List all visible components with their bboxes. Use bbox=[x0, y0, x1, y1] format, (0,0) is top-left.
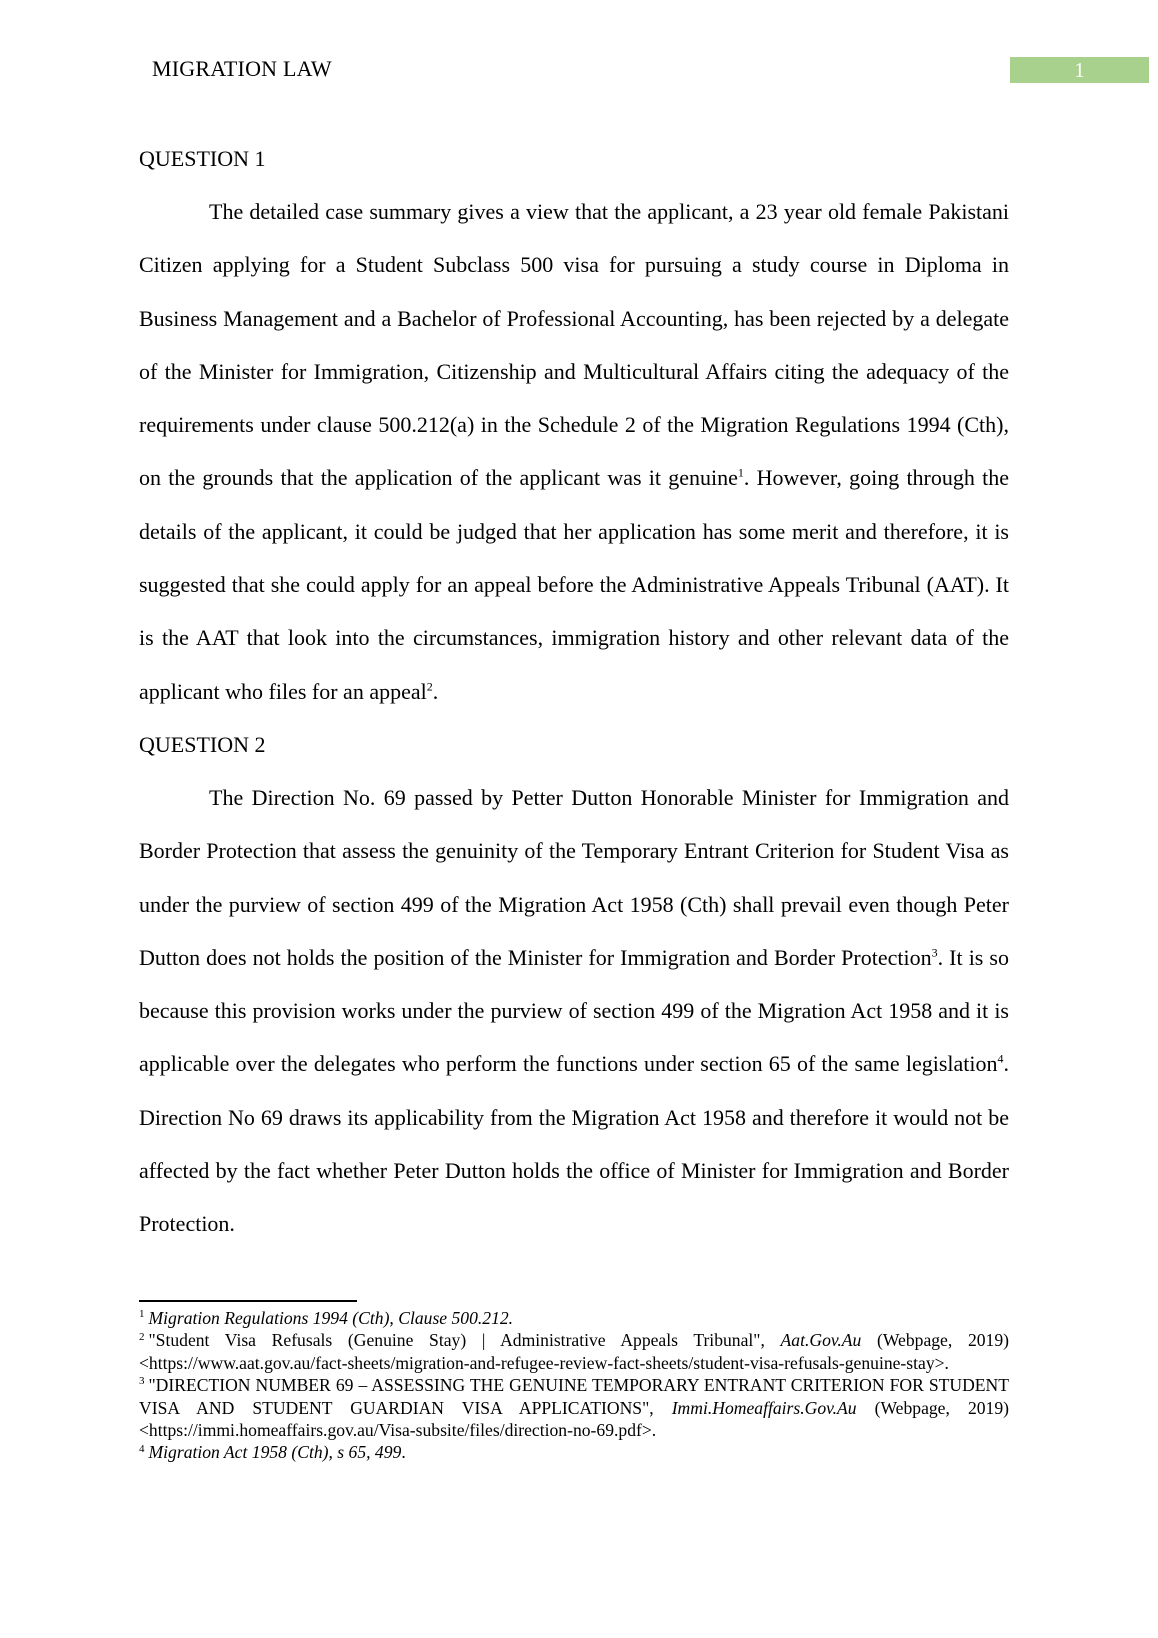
footnote-4 bbox=[139, 1441, 1009, 1463]
header-title: MIGRATION LAW bbox=[152, 56, 332, 81]
footnote-3-url[interactable]: (Webpage, 2019) <https://immi.homeaffairs.gov.au/Visa-subsite/files/direction-no-69.pdf>. bbox=[139, 1397, 1009, 1441]
footnote-ref-4[interactable]: 4 bbox=[997, 1052, 1004, 1067]
question-2-paragraph bbox=[139, 771, 1009, 1251]
footnotes bbox=[139, 1307, 1009, 1464]
q1-text-part-2: . However, going through the details of the applicant, it could be judged that her application has some merit and therefore, it is suggested that she could apply for an appeal before the Administrative Appeals Tribunal (AAT). It is the AAT that look into the circumstances, immigration history and other relevant data of the applicant who files for an appeal bbox=[139, 465, 1009, 704]
q2-text-part-1: The Direction No. 69 passed by Petter Dutton Honorable Minister for Immigration and Border Protection that assess the genuinity of the Temporary Entrant Criterion for Student Visa as under the purview of section 499 of the Migration Act 1958 (Cth) shall prevail even though Peter Dutton does not holds the position of the Minister for Immigration and Border Protection bbox=[139, 784, 1009, 970]
footnote-2-title: "Student Visa Refusals (Genuine Stay) | Administrative Appeals Tribunal", bbox=[148, 1330, 781, 1351]
question-1-paragraph bbox=[139, 185, 1009, 718]
footnote-3 bbox=[139, 1374, 1009, 1441]
footnote-2 bbox=[139, 1329, 1009, 1374]
footnote-1 bbox=[139, 1307, 1009, 1329]
footnote-separator bbox=[139, 1300, 357, 1302]
footnote-1-text: Migration Regulations 1994 (Cth), Clause 500.212. bbox=[148, 1308, 514, 1328]
footnote-4-number: 4 bbox=[139, 1442, 145, 1455]
footnote-2-url[interactable]: (Webpage, 2019) <https://www.aat.gov.au/fact-sheets/migration-and-refugee-review-fact-sheets/student-visa-refusals-genuine-stay>. bbox=[139, 1330, 1009, 1373]
footnote-4-end: . bbox=[401, 1442, 406, 1463]
document-body bbox=[139, 132, 1009, 1251]
footnote-3-title: "DIRECTION NUMBER 69 – ASSESSING THE GENUINE TEMPORARY ENTRANT CRITERION FOR STUDENT VISA AND STUDENT GUARDIAN VISA APPLICATIONS", bbox=[139, 1375, 1009, 1418]
footnote-2-number: 2 bbox=[139, 1330, 145, 1343]
footnote-1-number: 1 bbox=[139, 1308, 145, 1321]
q1-text-part-1: The detailed case summary gives a view that the applicant, a 23 year old female Pakistani Citizen applying for a Student Subclass 500 visa for pursuing a study course in Diploma in Business Management and a Bachelor of Professional Accounting, has been rejected by a delegate of the Minister for Immigration, Citizenship and Multicultural Affairs citing the adequacy of the requirements under clause 500.212(a) in the Schedule 2 of the Migration Regulations 1994 (Cth), on the grounds that the application of the applicant was it genuine bbox=[139, 199, 1009, 491]
q2-text-part-2: . It is so because this provision works under the purview of section 499 of the Migration Act 1958 and it is applicable over the delegates who perform the functions under section 65 of the same legislation bbox=[139, 944, 1009, 1077]
question-1-heading: QUESTION 1 bbox=[139, 146, 266, 171]
footnote-ref-2[interactable]: 2 bbox=[426, 679, 433, 694]
question-2-heading: QUESTION 2 bbox=[139, 731, 266, 757]
footnote-3-site: Immi.Homeaffairs.Gov.Au bbox=[671, 1397, 857, 1418]
page-number: 1 bbox=[1010, 57, 1149, 83]
footnote-2-site: Aat.Gov.Au bbox=[780, 1330, 862, 1351]
footnote-4-text: Migration Act 1958 (Cth), s 65, 499 bbox=[148, 1442, 402, 1463]
footnote-ref-3[interactable]: 3 bbox=[931, 945, 938, 960]
footnote-ref-1[interactable]: 1 bbox=[737, 466, 744, 481]
q1-text-part-3: . bbox=[432, 678, 439, 704]
q2-text-part-3: . Direction No 69 draws its applicability from the Migration Act 1958 and therefore it would not be affected by the fact whether Peter Dutton holds the office of Minister for Immigration and Border Protection. bbox=[139, 1051, 1009, 1237]
footnote-3-number: 3 bbox=[139, 1375, 145, 1388]
